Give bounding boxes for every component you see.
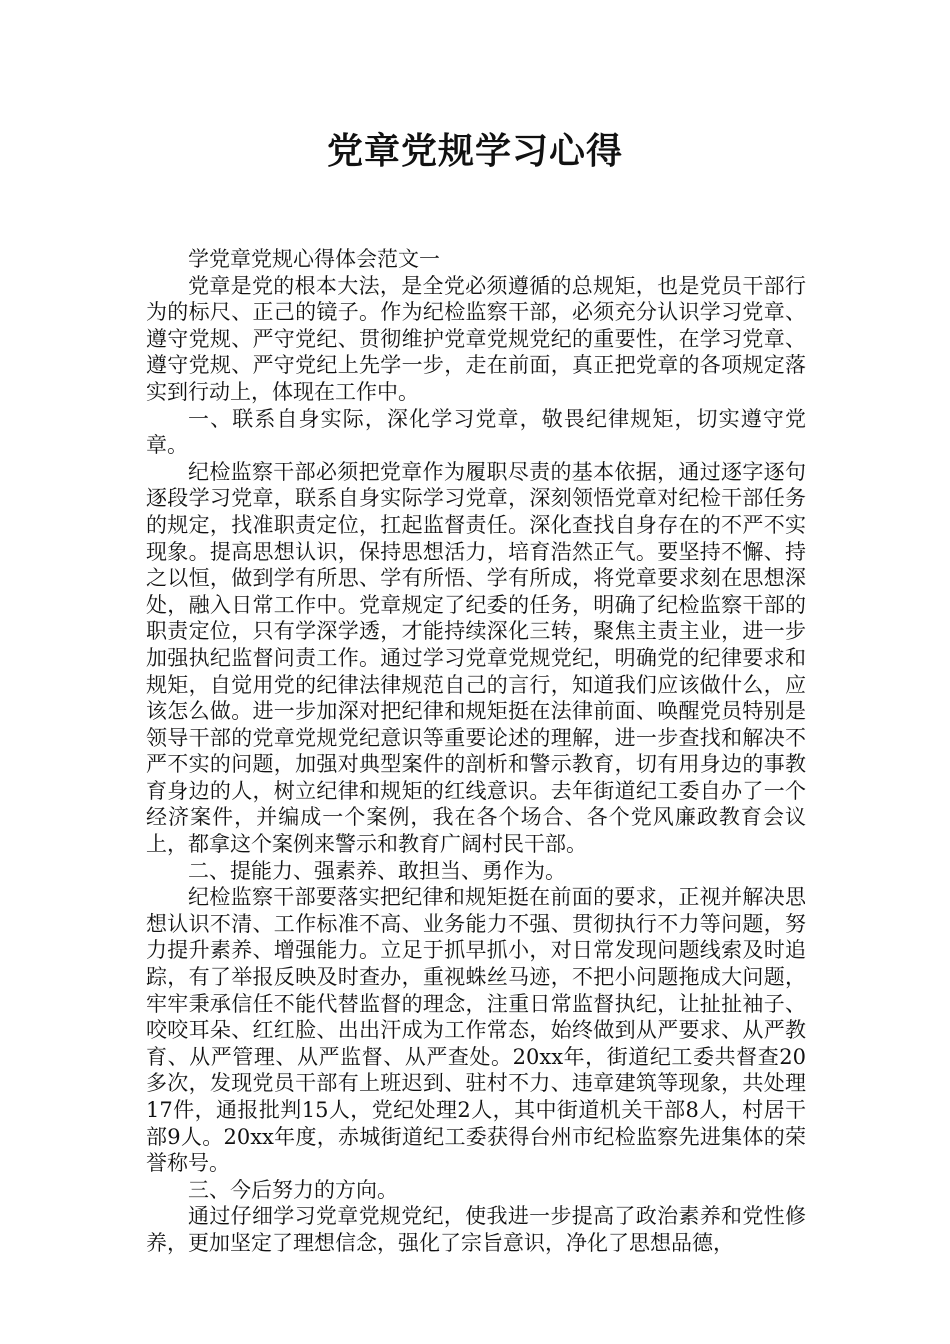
paragraph: 纪检监察干部要落实把纪律和规矩挺在前面的要求，正视并解决思想认识不清、工作标准不高、业务能力不强、贯彻执行不力等问题，努力提升素养、增强能力。立足于抓早抓小，对日常发现问题线索及时追踪，有了举报反映及时查办，重视蛛丝马迹，不把小问题拖成大问题，牢牢秉承信任不能代替监督的理念，注重日常监督执纪，让扯扯袖子、咬咬耳朵、红红脸、出出汗成为工作常态，始终做到从严要求、从严教育、从严管理、从严监督、从严查处。20xx年，街道纪工委共督查20多次，发现党员干部有上班迟到、驻村不力、违章建筑等现象，共处理17件，通报批判15人，党纪处理2人，其中街道机关干部8人，村居干部9人。20xx年度，赤城街道纪工委获得台州市纪检监察先进集体的荣誉称号。 xyxy=(146,885,806,1176)
section-heading: 三、今后努力的方向。 xyxy=(188,1177,398,1202)
paragraph: 通过仔细学习党章党规党纪，使我进一步提高了政治素养和党性修养，更加坚定了理想信念，强化了宗旨意识，净化了思想品德， xyxy=(146,1204,806,1255)
document-body xyxy=(146,246,806,1257)
paragraph: 纪检监察干部必须把党章作为履职尽责的基本依据，通过逐字逐句逐段学习党章，联系自身实际学习党章，深刻领悟党章对纪检干部任务的规定，找准职责定位，扛起监督责任。深化查找自身存在的不严不实现象。提高思想认识，保持思想活力，培育浩然正气。要坚持不懈、持之以恒，做到学有所思、学有所悟、学有所成，将党章要求刻在思想深处，融入日常工作中。党章规定了纪委的任务，明确了纪检监察干部的职责定位，只有学深学透，才能持续深化三转，聚焦主责主业，进一步加强执纪监督问责工作。通过学习党章党规党纪，明确党的纪律要求和规矩，自觉用党的纪律法律规范自己的言行，知道我们应该做什么，应该怎么做。进一步加深对把纪律和规矩挺在法律前面、唤醒党员特别是领导干部的党章党规党纪意识等重要论述的理解，进一步查找和解决不严不实的问题，加强对典型案件的剖析和警示教育，切有用身边的事教育身边的人，树立纪律和规矩的红线意识。去年街道纪工委自办了一个经济案件，并编成一个案例，我在各个场合、各个党风廉政教育会议上，都拿这个案例来警示和教育广阔村民干部。 xyxy=(146,459,806,857)
paragraph-subtitle: 学党章党规心得体会范文一 xyxy=(188,247,440,271)
section-heading: 二、提能力、强素养、敢担当、勇作为。 xyxy=(188,858,566,883)
paragraph: 党章是党的根本大法，是全党必须遵循的总规矩，也是党员干部行为的标尺、正己的镜子。作为纪检监察干部，必须充分认识学习党章、遵守党规、严守党纪、贯彻维护党章党规党纪的重要性，在学习党章、遵守党规、严守党纪上先学一步，走在前面，真正把党章的各项规定落实到行动上，体现在工作中。 xyxy=(146,273,806,404)
document-title: 党章党规学习心得 xyxy=(326,131,623,172)
section-heading: 一、联系自身实际，深化学习党章，敬畏纪律规矩，切实遵守党章。 xyxy=(146,406,806,458)
